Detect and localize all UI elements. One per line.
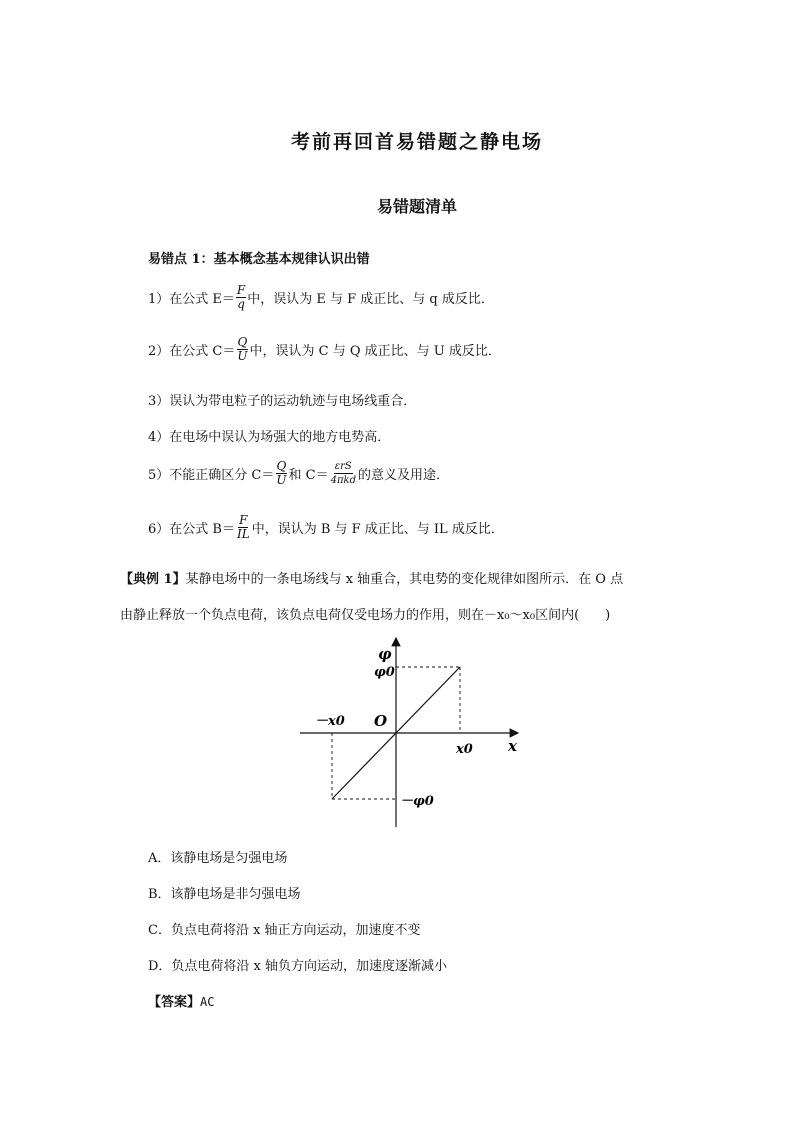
- fraction-numerator: Q: [276, 459, 287, 473]
- item-suffix: 中，误认为 C 与 Q 成正比、与 U 成反比．: [249, 344, 501, 359]
- fraction-numerator: F: [236, 283, 246, 297]
- x-axis-label: x: [508, 737, 517, 755]
- neg-phi0-label: －φ0: [400, 794, 434, 809]
- item-text: 4）在电场中误认为场强大的地方电势高．: [148, 430, 391, 445]
- section-subtitle: 易错题清单: [376, 197, 457, 216]
- formula-fraction: [330, 460, 357, 487]
- item-prefix: 6）在公式 B＝: [148, 522, 235, 537]
- fraction-denominator: q: [237, 297, 245, 311]
- y-axis-label: φ: [378, 645, 392, 663]
- example-text-1: 某静电场中的一条电场线与 x 轴重合，其电势的变化规律如图所示．在 O 点: [185, 572, 624, 587]
- fraction-denominator: U: [276, 473, 287, 487]
- answer-label: 【答案】: [148, 995, 201, 1010]
- error-item-4: [148, 426, 390, 445]
- formula-fraction: [236, 514, 251, 541]
- formula-fraction: [236, 284, 246, 311]
- error-item-2: [148, 336, 501, 363]
- error-item-1: [148, 284, 494, 311]
- formula-fraction: [275, 460, 287, 487]
- x0-label: x0: [456, 742, 473, 757]
- phi0-label: φ0: [374, 665, 395, 680]
- option-b: B．该静电场是非匀强电场: [148, 887, 301, 902]
- answer: [148, 991, 214, 1010]
- origin-label: O: [374, 712, 388, 730]
- item-suffix: 中，误认为 B 与 F 成正比、与 IL 成反比．: [251, 522, 504, 537]
- error-point-heading: 易错点 1：基本概念基本规律认识出错: [148, 252, 370, 267]
- error-item-6: [148, 514, 504, 541]
- item-suffix: 的意义及用途．: [357, 468, 449, 483]
- example-line-1: [120, 568, 623, 587]
- fraction-denominator: IL: [236, 527, 250, 541]
- example-label: 【典例 1】: [120, 572, 186, 587]
- item-text: 3）误认为带电粒子的运动轨迹与电场线重合．: [148, 394, 417, 409]
- neg-x0-label: －x0: [315, 714, 345, 729]
- page-title: 考前再回首易错题之静电场: [290, 131, 543, 153]
- item-mid: 和 C＝: [288, 468, 329, 483]
- fraction-numerator: F: [239, 513, 248, 527]
- option-c: C．负点电荷将沿 x 轴正方向运动，加速度不变: [148, 923, 421, 938]
- potential-graph: [290, 632, 530, 832]
- item-suffix: 中，误认为 E 与 F 成正比、与 q 成反比．: [247, 292, 494, 307]
- option-d: D．负点电荷将沿 x 轴负方向运动，加速度逐渐减小: [148, 959, 448, 974]
- error-item-5: [148, 460, 449, 487]
- item-prefix: 1）在公式 E＝: [148, 292, 235, 307]
- fraction-denominator: U: [237, 349, 248, 363]
- answer-value: AC: [200, 995, 215, 1009]
- option-a: A．该静电场是匀强电场: [148, 851, 288, 866]
- example-line-2: [120, 604, 610, 623]
- example-text-2: 由静止释放一个负点电荷，该负点电荷仅受电场力的作用，则在－x₀～x₀区间内( ): [120, 608, 611, 623]
- item-prefix: 2）在公式 C＝: [148, 344, 236, 359]
- error-item-3: [148, 390, 416, 409]
- fraction-numerator: Q: [237, 335, 248, 349]
- fraction-denominator: 4πkd: [330, 475, 356, 486]
- item-prefix: 5）不能正确区分 C＝: [148, 468, 275, 483]
- fraction-numerator: εrS: [334, 461, 352, 472]
- formula-fraction: [236, 336, 248, 363]
